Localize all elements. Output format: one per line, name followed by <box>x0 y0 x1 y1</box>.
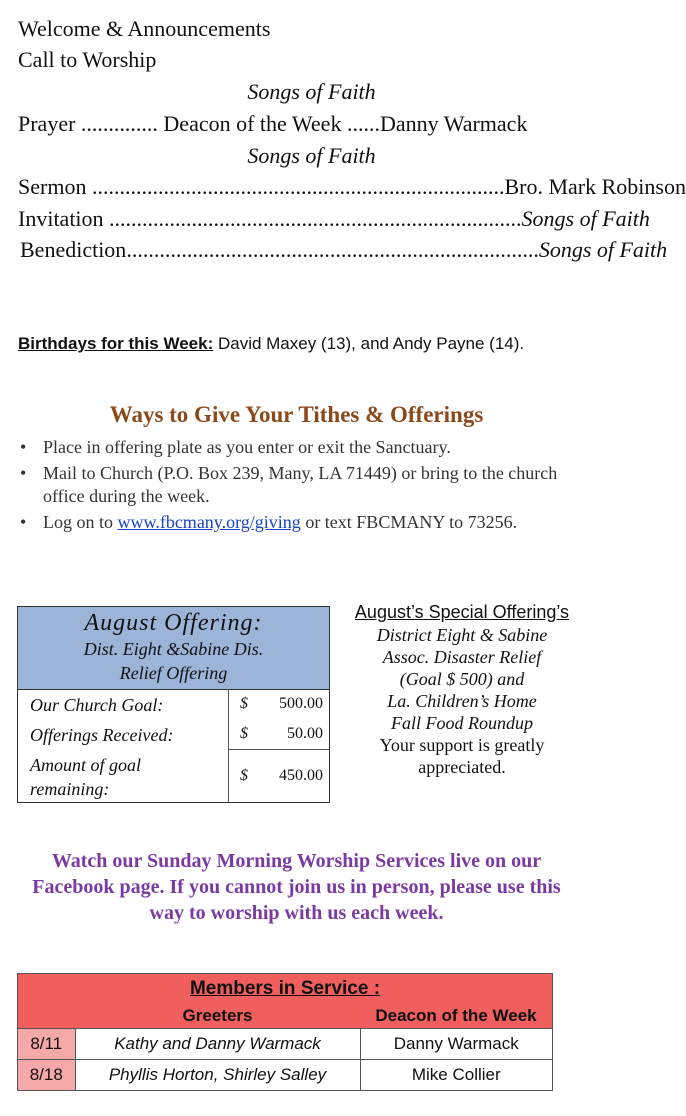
special-offering-title: August’s Special Offering’s <box>354 602 570 622</box>
members-header-row <box>18 1004 553 1029</box>
call-to-worship-line: Call to Worship <box>18 47 157 72</box>
row-deacon: Danny Warmack <box>360 1029 553 1060</box>
special-line-7: appreciated. <box>418 757 506 777</box>
birthdays-line <box>18 334 524 354</box>
august-offering-subtitle-1: Dist. Eight &Sabine Dis. <box>83 639 264 659</box>
welcome-line: Welcome & Announcements <box>18 16 271 41</box>
giving-item-plate: • Place in offering plate as you enter or exit the Sanctuary. <box>18 436 578 459</box>
row-date: 8/18 <box>18 1060 76 1091</box>
august-offering-title: August Offering: <box>84 610 263 636</box>
column-divider <box>228 689 229 802</box>
giving-link[interactable]: www.fbcmany.org/giving <box>117 512 301 532</box>
row-greeters: Phyllis Horton, Shirley Salley <box>75 1060 360 1091</box>
remaining-value: 450.00 <box>279 767 323 784</box>
sermon-line <box>18 174 686 200</box>
prayer-line <box>18 111 527 137</box>
invitation-line <box>18 206 650 232</box>
giving-list <box>18 436 578 537</box>
special-line-5: Fall Food Roundup <box>391 713 533 733</box>
sermon-name: Bro. Mark Robinson <box>504 174 686 199</box>
special-line-4: La. Children’s Home <box>387 691 537 711</box>
members-title-cell <box>18 974 553 1005</box>
invitation-value: Songs of Faith <box>521 206 650 231</box>
table-row <box>18 1060 553 1091</box>
currency-sign: $ <box>240 725 248 742</box>
august-offering-box <box>17 606 330 803</box>
giving-item-mail: • Mail to Church (P.O. Box 239, Many, LA 71449) or bring to the church office during the week. <box>18 462 578 508</box>
leader-dots: ........................................................................... <box>103 206 522 231</box>
songs-of-faith-1: Songs of Faith <box>247 79 376 104</box>
leader-dots: ........................................................................... <box>126 237 539 262</box>
table-row <box>18 1029 553 1060</box>
birthdays-label: Birthdays for this Week: <box>18 334 214 353</box>
received-label: Offerings Received: <box>30 725 174 745</box>
songs-of-faith-2: Songs of Faith <box>247 143 376 168</box>
members-in-service-table <box>17 973 553 1091</box>
prayer-dots: ...... <box>341 111 380 136</box>
special-line-1: District Eight & Sabine <box>376 625 548 645</box>
currency-sign: $ <box>240 767 248 784</box>
special-line-6: Your support is greatly <box>379 735 545 755</box>
goal-label: Our Church Goal: <box>30 695 164 715</box>
received-value: 50.00 <box>287 725 323 742</box>
august-offering-subtitle-2: Relief Offering <box>119 663 228 683</box>
prayer-label: Prayer .............. <box>18 111 158 136</box>
august-offering-header <box>18 607 329 690</box>
sermon-label: Sermon <box>18 174 87 199</box>
header-greeters: Greeters <box>75 1004 360 1029</box>
row-date: 8/11 <box>18 1029 76 1060</box>
goal-value: 500.00 <box>279 695 323 712</box>
benediction-value: Songs of Faith <box>538 237 668 262</box>
members-title-row <box>18 974 553 1005</box>
sum-underline <box>228 749 329 750</box>
leader-dots: ........................................................................... <box>86 174 505 199</box>
benediction-label: Benediction <box>20 237 127 262</box>
special-line-2: Assoc. Disaster Relief <box>382 647 542 667</box>
prayer-role: Deacon of the Week <box>157 111 342 136</box>
header-date-cell <box>18 1004 76 1029</box>
giving-online-pre: Log on to <box>43 512 118 532</box>
giving-title: Ways to Give Your Tithes & Offerings <box>109 402 484 427</box>
benediction-line <box>20 237 668 263</box>
currency-sign: $ <box>240 695 248 712</box>
row-deacon: Mike Collier <box>360 1060 553 1091</box>
birthdays-names: David Maxey (13), and Andy Payne (14). <box>213 334 525 353</box>
members-title: Members in Service : <box>189 978 381 999</box>
row-greeters: Kathy and Danny Warmack <box>75 1029 360 1060</box>
giving-item-online <box>18 511 578 534</box>
remaining-label <box>30 753 141 801</box>
special-line-3: (Goal $ 500) and <box>399 669 525 689</box>
header-deacon: Deacon of the Week <box>360 1004 553 1029</box>
invitation-label: Invitation <box>18 206 104 231</box>
giving-online-post: or text FBCMANY to 73256. <box>300 512 518 532</box>
watch-online-notice: Watch our Sunday Morning Worship Services live on our Facebook page. If you cannot join us in person, please use this way to worship with us each week. <box>32 850 561 924</box>
remaining-label-1: Amount of goal <box>30 755 141 775</box>
special-offering <box>345 600 579 778</box>
prayer-name: Danny Warmack <box>379 111 528 136</box>
remaining-label-2: remaining: <box>30 779 110 799</box>
